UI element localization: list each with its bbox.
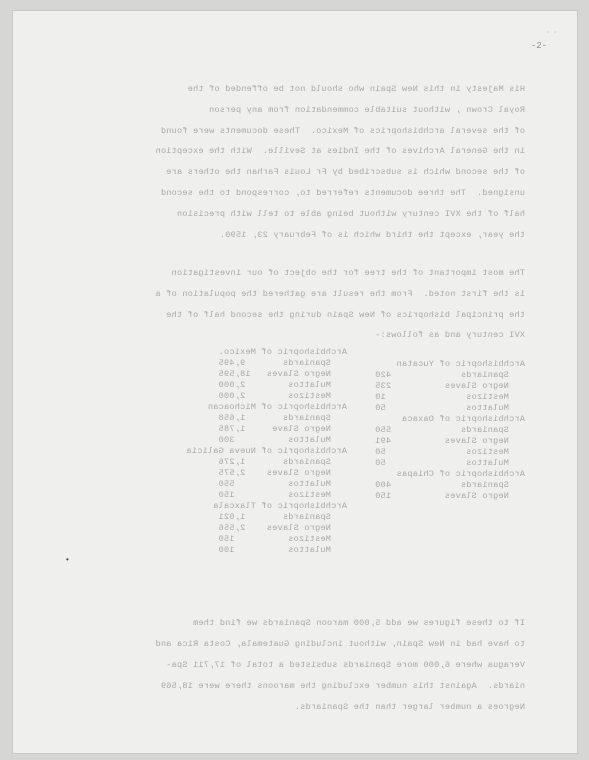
paragraph1-line: the year, except the third which is of February 23, 1590. (219, 229, 525, 240)
left_column-line: Spaniards 1,658 (218, 413, 347, 423)
left_column-line: Spaniards 1,276 (218, 457, 347, 467)
right_column-line: Mestizos 10 (375, 392, 525, 402)
right_column-line: Mulattos 50 (375, 458, 525, 468)
paragraph1-line: of the several archbishoprics of Mexico. These documents were found (160, 125, 525, 136)
left_column-line: Archbishopric of Tlaxcala (213, 501, 347, 511)
right_column-line: Mestizos 50 (375, 447, 525, 457)
right_column-line: Negro Slaves 235 (375, 381, 525, 391)
paragraph2-line: XVI century and as follows:- (375, 330, 525, 341)
left_column-line: Archbishopric of Nueva Galicia (186, 446, 347, 456)
left_column-line: Negro Slaves 2,575 (218, 468, 347, 478)
right_column-line: Archbishopric of Yucatan (396, 359, 525, 369)
left_column-line: Mulattos 300 (218, 435, 347, 445)
paragraph1-line: Royal Crown , without suitable commendation from any person (208, 104, 525, 115)
right_column-line: Spaniards 420 (375, 370, 525, 380)
right_column-line: Archbishopric of Oaxaca (401, 414, 525, 424)
left_column-line: Negro Slaves 2,556 (218, 523, 347, 533)
paragraph2-line: the principal bishoprics of New Spain during the second half of the (166, 309, 525, 320)
paragraph-3 (155, 613, 525, 718)
paragraph-1 (155, 79, 525, 245)
page-number: -2- (530, 41, 547, 51)
left_column-line: Mestizos 2,000 (218, 391, 347, 401)
paragraph2-line: is the first noted. From the result are gathered the population of a (155, 288, 525, 299)
left_column-line: Negro Slave 1,785 (218, 424, 347, 434)
margin-dot: • (65, 556, 70, 565)
paragraph1-line: His Majesty in this New Spain who should not be offended of the (187, 84, 525, 94)
paragraph1-line: in the General Archives of the Indies at Seville. With the exception (155, 146, 525, 157)
right-column-table (375, 359, 525, 502)
left_column-line: Archbishopric of Mexico. (218, 347, 347, 357)
right_column-line: Spaniards 400 (375, 480, 525, 490)
paragraph3-line: If to these figures we add 5,000 maroon Spaniards we find them (192, 618, 525, 628)
paragraph3-line: to have had in New Spain, without including Guatemala, Costa Rica and (155, 639, 525, 649)
paragraph2-line: The most important of the tree for the object of our investigation (171, 268, 525, 278)
left_column-line: Spaniards 9,495 (218, 358, 347, 368)
right_column-line: Spaniards 550 (375, 425, 525, 435)
left_column-line: Mulattos 2,000 (218, 380, 347, 390)
paragraph1-line: of the second which is subscribed by Fr Louis Farhan the others are (166, 167, 525, 178)
left-column-table (186, 347, 347, 556)
left_column-line: Mestizos 150 (218, 534, 347, 544)
paragraph1-line: unsigned. The three documents referred to, correspond to the second (160, 187, 525, 198)
right_column-line: Archbishopric of Chiapas (396, 469, 525, 479)
document-page (12, 10, 578, 754)
paragraph3-line: Negroes a number larger than the Spaniards. (294, 702, 525, 712)
left_column-line: Mulattos 100 (218, 545, 347, 555)
right_column-line: Negro Slaves 491 (375, 436, 525, 446)
right_column-line: Negro Slaves 150 (375, 491, 525, 501)
left_column-line: Negro Slaves 18,595 (218, 369, 347, 379)
left_column-line: Spaniards 1,021 (218, 512, 347, 522)
paragraph-2 (155, 263, 525, 346)
right_column-line: Mulattos 50 (375, 403, 525, 413)
paragraph3-line: Veragua where 6,000 more Spaniards subsisted a total of 17,711 Spa- (166, 660, 525, 670)
top-right-mark: · · (546, 29, 557, 36)
left_column-line: Mulattos 550 (218, 479, 347, 489)
bleed-through-text (13, 11, 577, 753)
left_column-line: Mestizos 150 (218, 490, 347, 500)
paragraph1-line: half of the XVI century without being able to tell with precision (176, 208, 525, 219)
paragraph3-line: niards. Against this number excluding the maroons there were 18,569 (160, 681, 525, 691)
left_column-line: Archbishopric of Michoacan (207, 402, 347, 412)
